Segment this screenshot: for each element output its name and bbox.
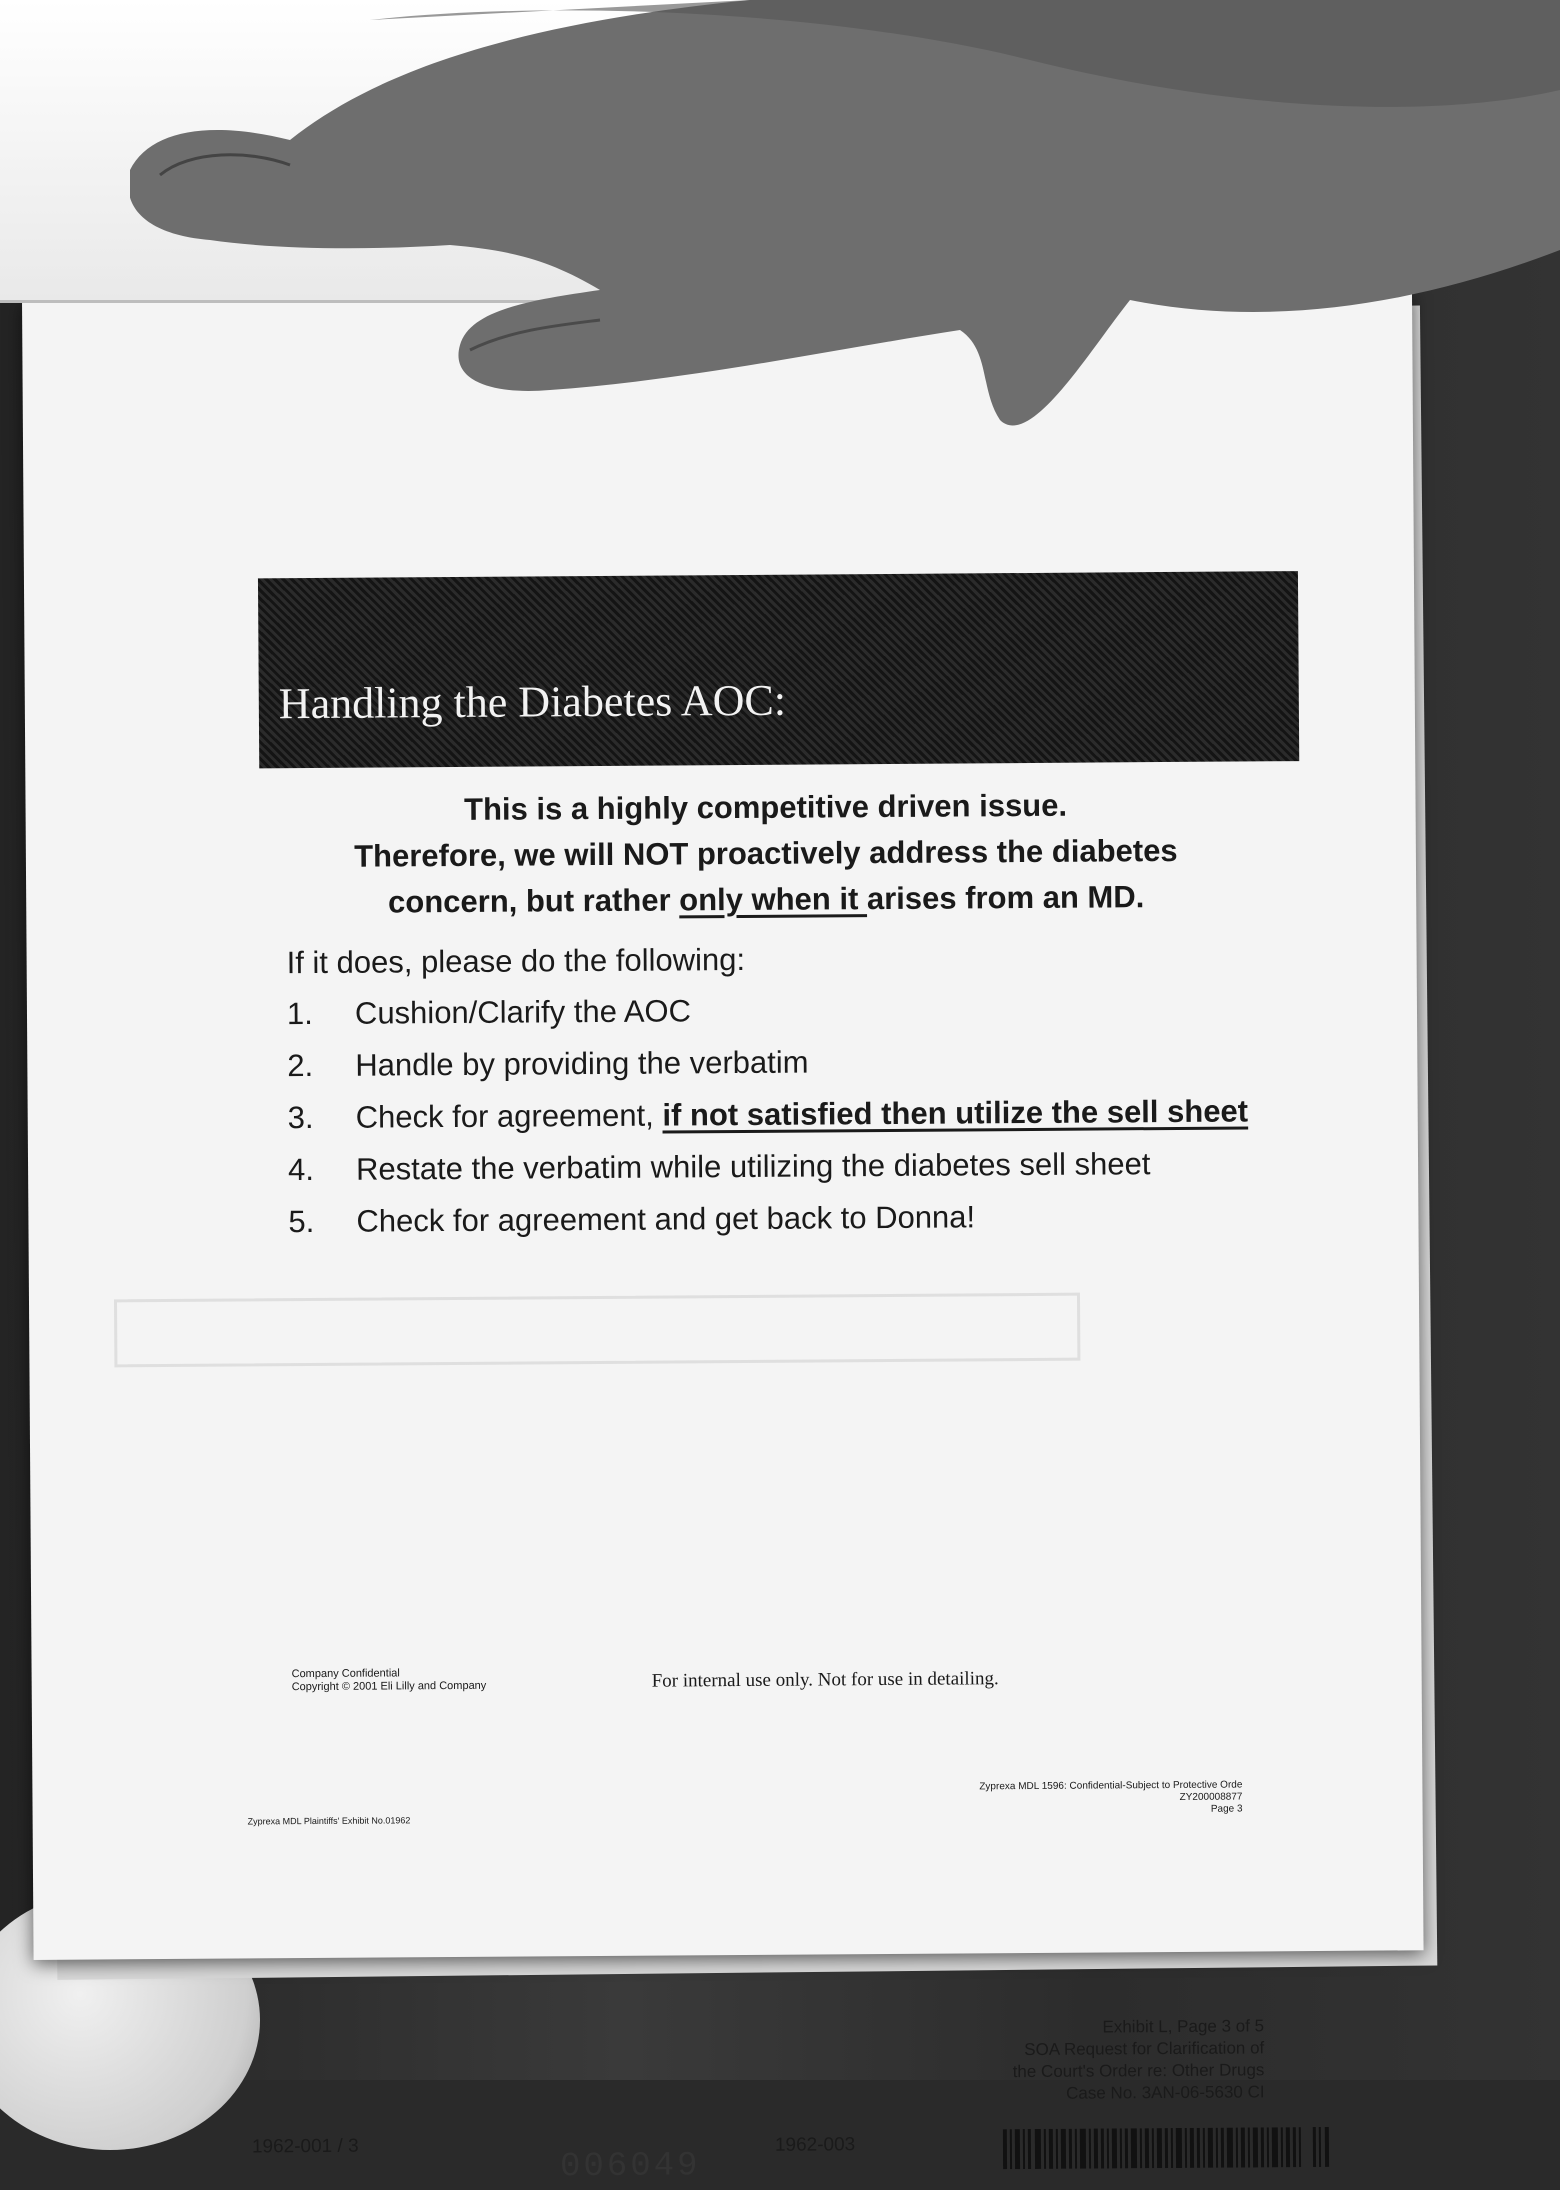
protective-order-line-2: ZY200008877 bbox=[1179, 1791, 1243, 1803]
court-exhibit-label bbox=[994, 2015, 1265, 2105]
steps-lead: If it does, please do the following: bbox=[286, 941, 746, 981]
court-line-3: the Court's Order re: Other Drugs bbox=[1012, 2060, 1265, 2082]
court-line-2: SOA Request for Clarification of bbox=[1024, 2038, 1265, 2060]
step-number: 3. bbox=[287, 1099, 314, 1136]
intro-line-3-start: concern, but rather bbox=[387, 882, 680, 920]
step-text bbox=[355, 986, 1267, 1034]
step-text-plain: Cushion/Clarify the AOC bbox=[354, 993, 692, 1031]
step-number: 4. bbox=[287, 1151, 315, 1188]
confidential-label: Company Confidential bbox=[291, 1667, 400, 1681]
step-text bbox=[355, 1038, 1267, 1086]
protective-order-line-1: Zyprexa MDL 1596: Confidential-Subject to Protective Orde bbox=[979, 1779, 1243, 1793]
list-item bbox=[287, 986, 1267, 1035]
list-item bbox=[288, 1142, 1268, 1191]
slide-panel bbox=[234, 571, 1300, 1378]
show-through-box bbox=[114, 1293, 1080, 1368]
step-text-plain: Check for agreement, bbox=[355, 1097, 663, 1135]
intro-line-3 bbox=[236, 873, 1296, 926]
folded-page-flap bbox=[0, 0, 760, 303]
intro-line-3-end: arises from an MD. bbox=[866, 879, 1145, 917]
intro-line-3-underlined: only when it bbox=[679, 881, 868, 918]
barcode-icon bbox=[1003, 2127, 1333, 2169]
steps-list bbox=[287, 986, 1269, 1253]
document-number-left: 1962-001 / 3 bbox=[251, 2135, 359, 2158]
step-text bbox=[356, 1142, 1268, 1190]
document-number-middle: 1962-003 bbox=[774, 2134, 856, 2156]
court-line-1: Exhibit L, Page 3 of 5 bbox=[1102, 2016, 1265, 2037]
step-number: 5. bbox=[288, 1203, 315, 1240]
copyright-label: Copyright © 2001 Eli Lilly and Company bbox=[291, 1679, 487, 1694]
list-item bbox=[287, 1038, 1267, 1087]
protective-order-line-3: Page 3 bbox=[1210, 1803, 1243, 1815]
footer-confidential bbox=[292, 1667, 487, 1694]
protective-order-stamp bbox=[979, 1780, 1242, 1818]
court-line-4: Case No. 3AN-06-5630 CI bbox=[1066, 2082, 1265, 2103]
title-banner bbox=[258, 571, 1299, 768]
step-text-plain: Handle by providing the verbatim bbox=[355, 1044, 809, 1083]
step-text bbox=[356, 1194, 1268, 1242]
intro-line-2: Therefore, we will NOT proactively address the diabetes bbox=[354, 832, 1178, 874]
step-text bbox=[356, 1090, 1268, 1138]
bates-number: 006049 bbox=[559, 2147, 701, 2187]
list-item bbox=[288, 1194, 1268, 1243]
internal-use-note: For internal use only. Not for use in detailing. bbox=[651, 1668, 999, 1692]
list-item bbox=[288, 1090, 1268, 1139]
slide-title: Handling the Diabetes AOC: bbox=[278, 675, 787, 729]
exhibit-stamp: Zyprexa MDL Plaintiffs' Exhibit No.01962 bbox=[247, 1815, 411, 1827]
step-text-plain: Check for agreement and get back to Donna! bbox=[356, 1199, 976, 1239]
step-text-emphasis: if not satisfied then utilize the sell sheet bbox=[662, 1093, 1249, 1133]
step-number: 2. bbox=[287, 1047, 314, 1084]
document-page bbox=[22, 290, 1424, 2187]
intro-line-1: This is a highly competitive driven issue. bbox=[463, 787, 1068, 827]
step-text-plain: Restate the verbatim while utilizing the diabetes sell sheet bbox=[355, 1146, 1151, 1187]
intro-text bbox=[235, 781, 1296, 926]
step-number: 1. bbox=[286, 995, 313, 1032]
